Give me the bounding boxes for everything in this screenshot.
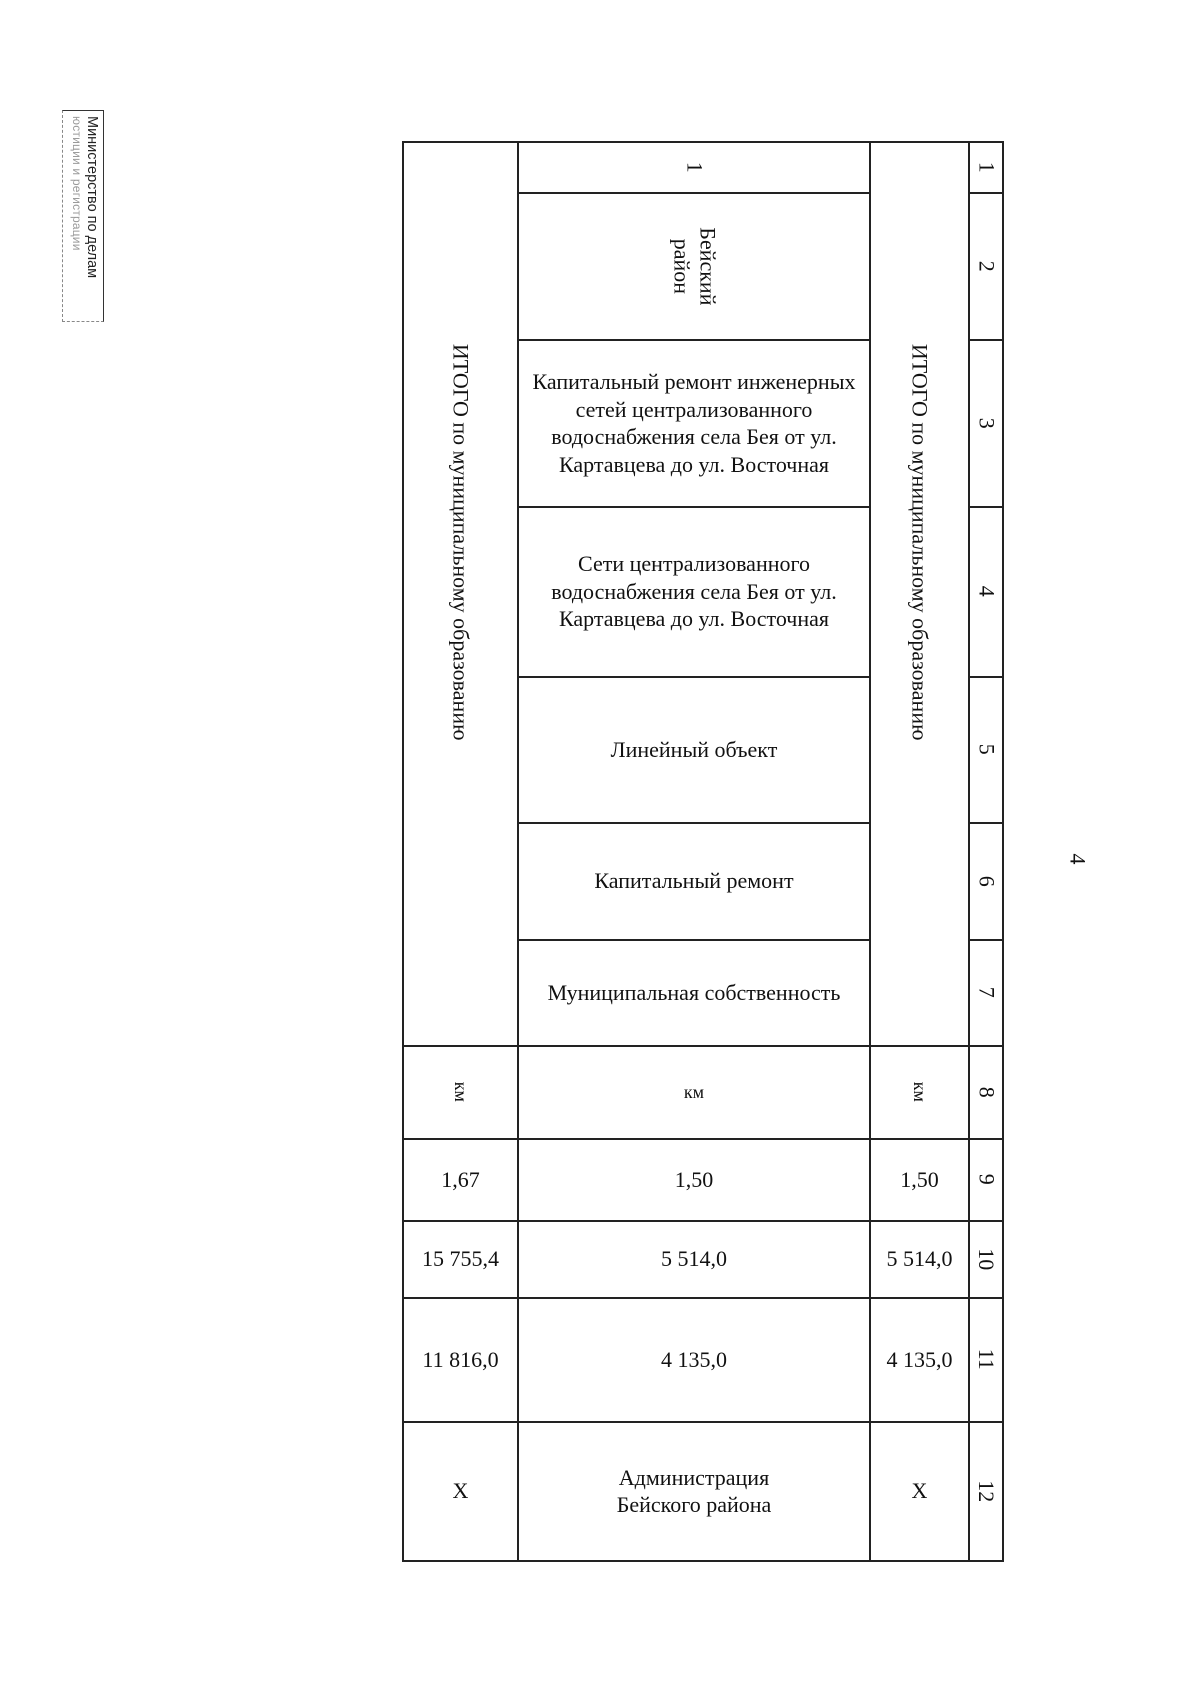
col-number-4: 4 bbox=[974, 585, 1000, 597]
municipal-total-budget: 4 135,0 bbox=[886, 1346, 953, 1372]
page-number: 4 bbox=[1065, 853, 1091, 865]
col-number-6: 6 bbox=[974, 875, 1000, 887]
grand-total-unit: км bbox=[451, 1081, 472, 1103]
col-number-7: 7 bbox=[974, 986, 1000, 998]
municipal-total-label: ИТОГО по муниципальному образованию bbox=[907, 343, 933, 741]
object-row-number: 1 bbox=[682, 161, 708, 173]
grand-total-cost: 15 755,4 bbox=[422, 1246, 499, 1272]
object-cost-total: 5 514,0 bbox=[661, 1246, 727, 1272]
object-district-line2: район bbox=[668, 238, 694, 294]
object-customer: Администрация Бейского района bbox=[616, 1464, 772, 1517]
stamp-line-ministry: Министерство по делам bbox=[84, 116, 100, 279]
grand-total-budget: 11 816,0 bbox=[422, 1346, 499, 1372]
col-number-1: 1 bbox=[974, 161, 1000, 173]
col-number-5: 5 bbox=[974, 743, 1000, 755]
object-cost-budget: 4 135,0 bbox=[661, 1346, 727, 1372]
col-number-10: 10 bbox=[974, 1247, 1000, 1270]
grand-total-label: ИТОГО по муниципальному образованию bbox=[448, 343, 474, 741]
municipal-total-customer: Х bbox=[911, 1478, 928, 1504]
grand-total-label-cell bbox=[404, 143, 517, 1045]
stamp-line-justice: юстиции и регистрации bbox=[70, 116, 84, 251]
col-number-12: 12 bbox=[974, 1479, 1000, 1502]
object-name: Капитальный ремонт инженерных сетей централизованного водоснабжения села Бея от ул. Картавцева до ул. Восточная bbox=[532, 369, 856, 477]
object-ownership: Муниципальная собственность bbox=[547, 979, 841, 1005]
col-number-9: 9 bbox=[974, 1173, 1000, 1185]
municipal-total-unit: км bbox=[910, 1081, 931, 1103]
object-network-name: Сети централизованного водоснабжения села Бея от ул. Картавцева до ул. Восточная bbox=[551, 551, 837, 632]
col-number-2: 2 bbox=[974, 260, 1000, 272]
object-unit: км bbox=[683, 1081, 705, 1102]
registration-stamp bbox=[62, 110, 104, 324]
object-work-type: Капитальный ремонт bbox=[594, 868, 794, 894]
col-number-8: 8 bbox=[974, 1086, 1000, 1098]
grand-total-capacity: 1,67 bbox=[441, 1166, 480, 1192]
municipal-total-cost: 5 514,0 bbox=[886, 1246, 953, 1272]
object-district bbox=[668, 227, 721, 305]
data-table bbox=[402, 141, 1004, 1562]
col-number-11: 11 bbox=[974, 1348, 1000, 1371]
object-capacity: 1,50 bbox=[674, 1166, 714, 1192]
object-type: Линейный объект bbox=[610, 736, 778, 762]
object-district-line1: Бейский bbox=[695, 226, 721, 306]
municipal-total-capacity: 1,50 bbox=[900, 1166, 939, 1192]
grand-total-customer: Х bbox=[452, 1478, 469, 1504]
municipal-total-label-cell bbox=[871, 143, 968, 1045]
col-number-3: 3 bbox=[974, 417, 1000, 429]
